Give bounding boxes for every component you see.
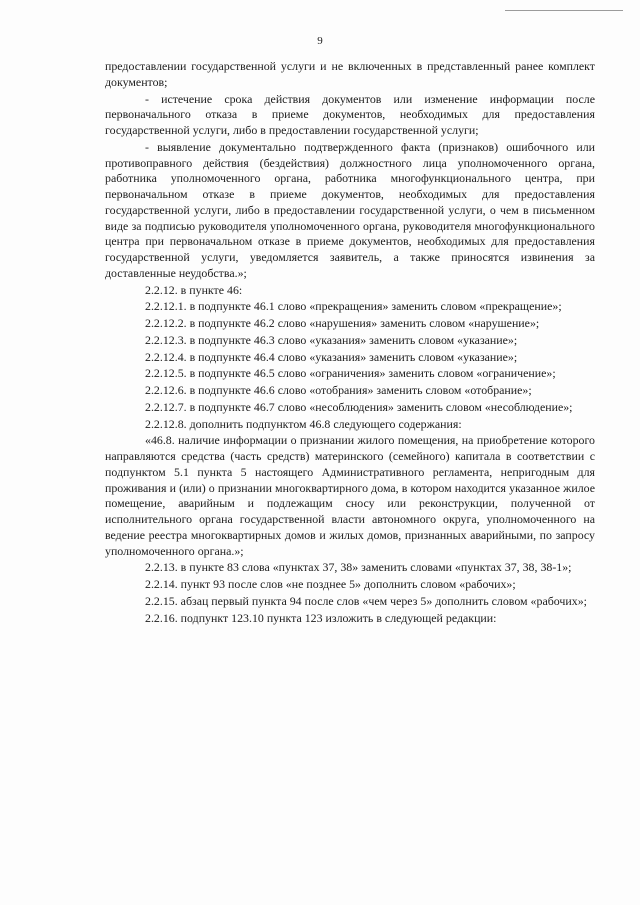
paragraph-subclause: 2.2.12.5. в подпункте 46.5 слово «ограничения» заменить словом «ограничение»; — [145, 366, 556, 381]
paragraph-subclause: 2.2.12.1. в подпункте 46.1 слово «прекращения» заменить словом «прекращение»; — [145, 299, 562, 314]
page-number: 9 — [317, 35, 323, 47]
document-body — [105, 59, 595, 627]
paragraph-subclause: 2.2.12.8. дополнить подпунктом 46.8 следующего содержания: — [145, 416, 462, 431]
paragraph-clause: 2.2.14. пункт 93 после слов «не позднее 5» дополнить словом «рабочих»; — [145, 577, 516, 591]
paragraph-clause: 2.2.12. в пункте 46: — [145, 282, 243, 297]
paragraph-subclause: 2.2.12.3. в подпункте 46.3 слово «указания» заменить словом «указание»; — [145, 332, 518, 347]
scan-edge-line — [505, 10, 623, 11]
paragraph-subclause: 2.2.12.7. в подпункте 46.7 слово «несоблюдения» заменить словом «несоблюдение»; — [145, 399, 573, 414]
paragraph-dash-item: - выявление документально подтвержденного факта (признаков) ошибочного или противоправного действия (бездействия) должностного лица уполномоченного органа, работника уполномоченного органа, работника многофункционального центра, при первоначальном отказе в приеме документов, необходимых для предоставления государственной услуги, либо в предоставлении государственной услуги, о чем в письменном виде за подписью руководителя уполномоченного органа, руководителя многофункционального центра при первоначальном отказе в приеме документов, необходимых для предоставления государственной услуги, уведомляется заявитель, а также приносятся извинения за доставленные неудобства.»; — [105, 139, 595, 280]
paragraph-clause: 2.2.15. абзац первый пункта 94 после слов «чем через 5» дополнить словом «рабочих»; — [145, 593, 587, 608]
paragraph-quoted-text: «46.8. наличие информации о признании жилого помещения, на приобретение которого направляются средства (часть средств) материнского (семейного) капитала в соответствии с подпунктом 5.1 пункта 5 настоящего Административного регламента, непригодным для проживания и (или) о признании многоквартирного дома, в котором находится указанное жилое помещение, аварийным и подлежащим сносу или реконструкции, полученной от исполнительного органа государственной власти автономного округа, уполномоченного на ведение реестра многоквартирных домов и жилых домов, признанных аварийными, по запросу уполномоченного органа.»; — [105, 433, 595, 558]
paragraph-dash-item: - истечение срока действия документов или изменение информации после первоначального отказа в приеме документов, необходимых для предоставления государственной услуги, либо в предоставлении государственной услуги; — [105, 91, 595, 137]
paragraph-clause: 2.2.16. подпункт 123.10 пункта 123 изложить в следующей редакции: — [145, 610, 497, 625]
paragraph-subclause: 2.2.12.6. в подпункте 46.6 слово «отобрания» заменить словом «отобрание»; — [145, 383, 532, 397]
paragraph-subclause: 2.2.12.4. в подпункте 46.4 слово «указания» заменить словом «указание»; — [145, 349, 518, 364]
paragraph-subclause: 2.2.12.2. в подпункте 46.2 слово «нарушения» заменить словом «нарушение»; — [145, 316, 540, 330]
paragraph-clause: 2.2.13. в пункте 83 слова «пунктах 37, 38» заменить словами «пунктах 37, 38, 38-1»; — [145, 560, 572, 575]
paragraph-continuation: предоставлении государственной услуги и не включенных в представленный ранее комплект документов; — [105, 59, 595, 89]
